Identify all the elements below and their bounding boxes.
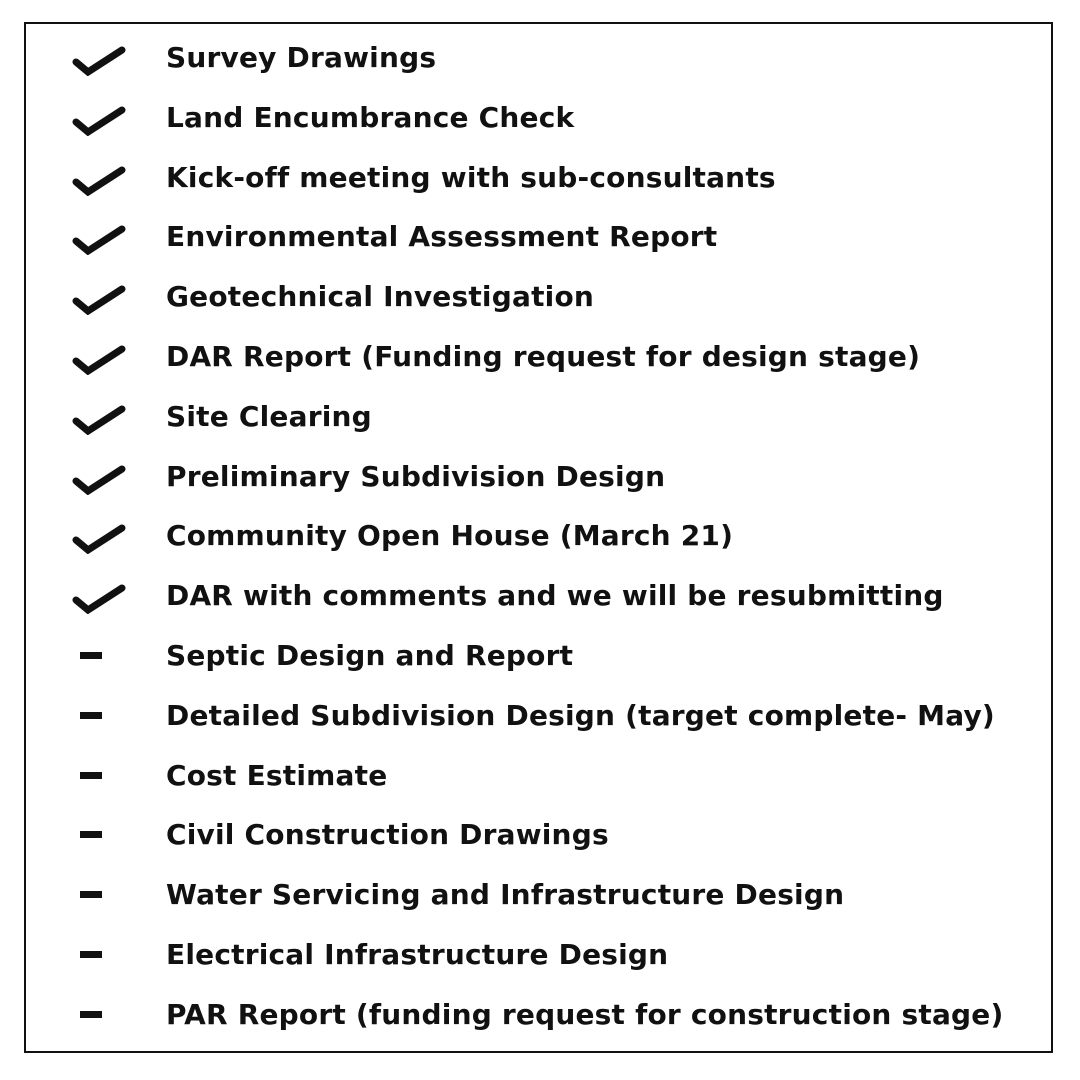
dash-icon <box>72 642 128 674</box>
checkmark-icon <box>72 223 128 255</box>
checklist-item <box>26 217 1051 257</box>
checklist-item <box>26 815 1051 855</box>
checklist-item <box>26 756 1051 796</box>
checklist-item-label: Civil Construction Drawings <box>166 818 609 852</box>
checklist-item <box>26 576 1051 616</box>
checkmark-icon <box>72 104 128 136</box>
checklist-item <box>26 516 1051 556</box>
checklist-item-label: Cost Estimate <box>166 758 388 792</box>
checklist-item-label: Preliminary Subdivision Design <box>166 459 666 493</box>
checklist-item-label: Water Servicing and Infrastructure Design <box>166 878 845 912</box>
checklist-item-label: Septic Design and Report <box>166 639 574 672</box>
dash-icon <box>72 762 128 794</box>
checkmark-icon <box>72 522 128 554</box>
checklist-item <box>26 636 1051 676</box>
checklist-item <box>26 875 1051 915</box>
checklist-item <box>26 397 1051 437</box>
dash-icon <box>72 941 128 973</box>
checklist-item-label: Electrical Infrastructure Design <box>166 938 669 971</box>
checklist-item-label: Environmental Assessment Report <box>166 220 718 254</box>
checklist-item-label: Kick-off meeting with sub-consultants <box>166 160 776 194</box>
checkmark-icon <box>72 283 128 315</box>
checklist-item-label: Geotechnical Investigation <box>166 280 595 314</box>
checklist-item <box>26 457 1051 497</box>
checklist-item <box>26 995 1051 1035</box>
checklist-item <box>26 337 1051 377</box>
checkmark-icon <box>72 44 128 76</box>
checklist-item-label: DAR Report (Funding request for design stage) <box>166 340 921 373</box>
checklist-item-label: Land Encumbrance Check <box>166 100 575 134</box>
checklist-item <box>26 935 1051 975</box>
dash-icon <box>72 702 128 734</box>
checklist-item-label: Survey Drawings <box>166 41 437 74</box>
checklist-item <box>26 38 1051 78</box>
checklist-item <box>26 277 1051 317</box>
checklist-item-label: PAR Report (funding request for construction stage) <box>166 997 1004 1031</box>
checklist-item-label: Detailed Subdivision Design (target complete- May) <box>166 698 995 732</box>
checklist-item <box>26 158 1051 198</box>
checklist-item <box>26 98 1051 138</box>
checklist <box>26 24 1051 1051</box>
checklist-item <box>26 696 1051 736</box>
checklist-item-label: DAR with comments and we will be resubmitting <box>166 579 944 613</box>
checklist-frame <box>24 22 1053 1053</box>
checkmark-icon <box>72 403 128 435</box>
checkmark-icon <box>72 582 128 614</box>
checklist-item-label: Site Clearing <box>166 399 372 433</box>
dash-icon <box>72 821 128 853</box>
checkmark-icon <box>72 343 128 375</box>
dash-icon <box>72 881 128 913</box>
dash-icon <box>72 1001 128 1033</box>
checkmark-icon <box>72 463 128 495</box>
checkmark-icon <box>72 164 128 196</box>
checklist-item-label: Community Open House (March 21) <box>166 519 734 553</box>
